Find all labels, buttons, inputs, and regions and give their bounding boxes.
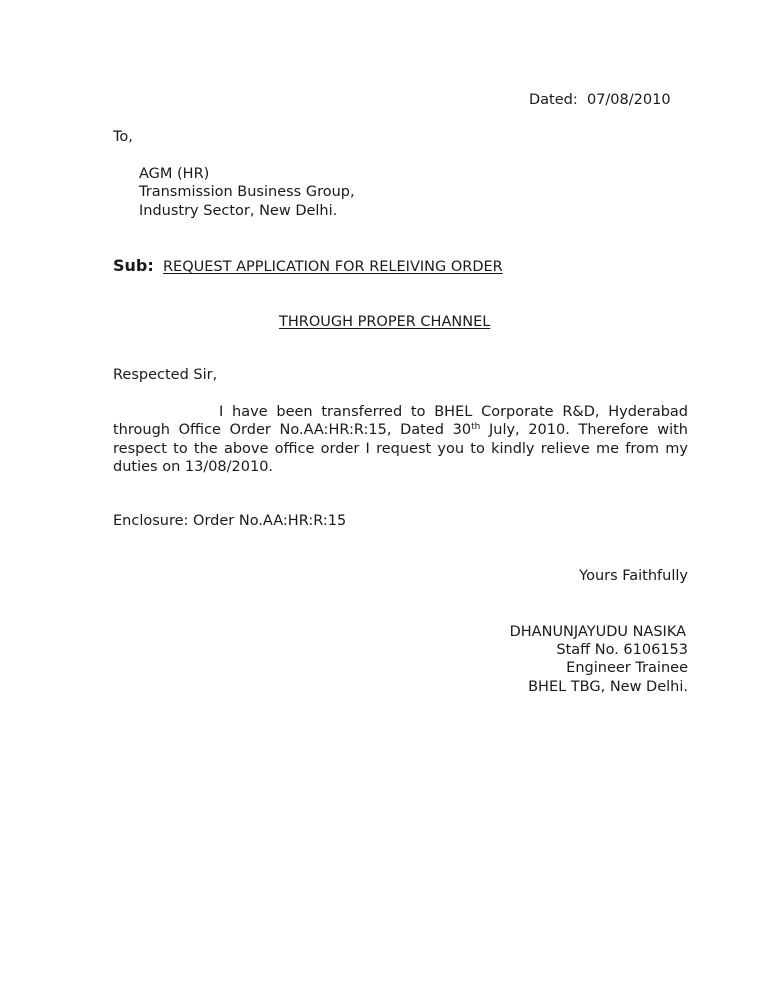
enclosure: Enclosure: Order No.AA:HR:R:15 xyxy=(113,513,347,529)
subject-label: Sub: xyxy=(113,256,154,275)
closing: Yours Faithfully xyxy=(579,568,688,584)
body-part-2: July, 2010. Therefore with respect to the above office order I request you to kindly relieve me from my duties on 13/08/2010. xyxy=(113,422,688,475)
signature-staff-no: Staff No. 6106153 xyxy=(556,642,688,658)
greeting: Respected Sir, xyxy=(113,367,218,383)
signature-location: BHEL TBG, New Delhi. xyxy=(528,679,688,695)
body-paragraph xyxy=(113,403,688,476)
signature-name: DHANUNJAYUDU NASIKA xyxy=(509,624,686,640)
subject-text: REQUEST APPLICATION FOR RELEIVING ORDER xyxy=(162,259,503,275)
body-superscript: th xyxy=(471,422,481,433)
subject-line-2: THROUGH PROPER CHANNEL xyxy=(279,314,491,330)
recipient-line-2: Transmission Business Group, xyxy=(139,184,355,200)
recipient-line-1: AGM (HR) xyxy=(139,166,210,182)
signature-designation: Engineer Trainee xyxy=(566,660,688,676)
recipient-line-3: Industry Sector, New Delhi. xyxy=(139,203,338,219)
date-line xyxy=(529,91,671,109)
subject-line xyxy=(113,257,503,276)
date-label: Dated: xyxy=(529,92,578,108)
date-value: 07/08/2010 xyxy=(586,92,671,108)
salutation-to: To, xyxy=(113,129,133,145)
body-part-1: I have been transferred to BHEL Corporate R&D, Hyderabad through Office Order No.AA:HR:R:15, Dated 30 xyxy=(113,404,688,439)
